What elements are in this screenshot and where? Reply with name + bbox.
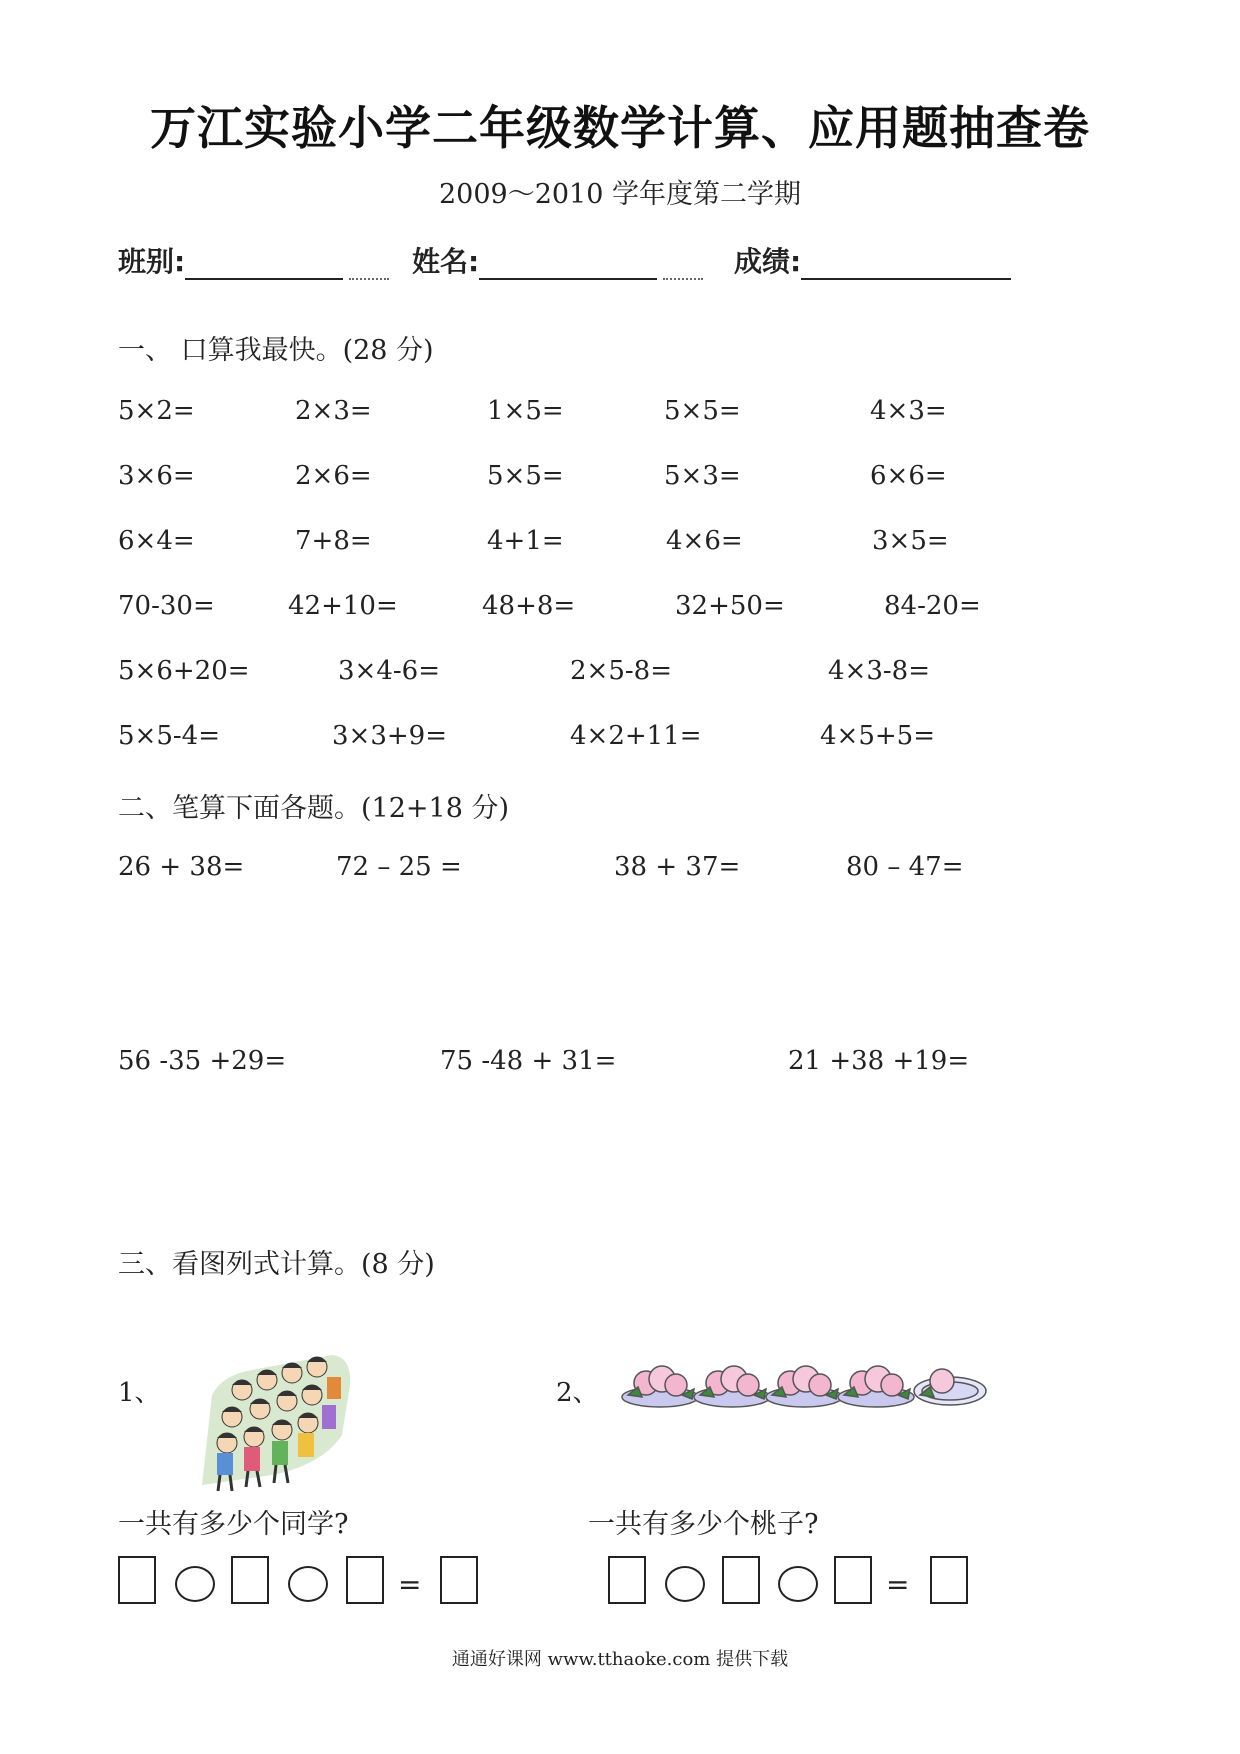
written-expr: 38 + 37= bbox=[614, 852, 741, 882]
operator-circle[interactable] bbox=[778, 1566, 818, 1602]
dotted-separator bbox=[663, 254, 703, 280]
written-expr: 56 -35 +29= bbox=[118, 1046, 287, 1076]
page-subtitle: 2009～2010 学年度第二学期 bbox=[438, 179, 801, 210]
peach-plate bbox=[622, 1366, 698, 1407]
oral-expr: 5×3= bbox=[664, 461, 741, 491]
oral-expr: 1×5= bbox=[487, 396, 564, 426]
score-blank[interactable] bbox=[801, 252, 1011, 280]
oral-expr: 32+50= bbox=[675, 591, 785, 621]
class-label: 班别: bbox=[118, 245, 186, 278]
oral-expr: 5×5-4= bbox=[118, 721, 220, 751]
page-title: 万江实验小学二年级数学计算、应用题抽查卷 bbox=[150, 101, 1090, 155]
oral-expr: 3×4-6= bbox=[338, 656, 440, 686]
oral-expr: 4×6= bbox=[666, 526, 743, 556]
section2-heading: 二、笔算下面各题。(12+18 分) bbox=[118, 793, 509, 824]
problem2-number: 2、 bbox=[556, 1378, 599, 1408]
oral-expr: 3×5= bbox=[872, 526, 949, 556]
oral-expr: 4×5+5= bbox=[820, 721, 935, 751]
oral-expr: 70-30= bbox=[118, 591, 215, 621]
written-expr: 72 – 25 = bbox=[336, 852, 462, 882]
oral-expr: 6×6= bbox=[870, 461, 947, 491]
oral-expr: 2×3= bbox=[295, 396, 372, 426]
operator-circle[interactable] bbox=[175, 1566, 215, 1602]
oral-expr: 4×3= bbox=[870, 396, 947, 426]
score-label: 成绩: bbox=[734, 245, 802, 278]
peaches-image bbox=[620, 1355, 990, 1415]
oral-expr: 3×6= bbox=[118, 461, 195, 491]
written-expr: 21 +38 +19= bbox=[788, 1046, 970, 1076]
equals-sign: = bbox=[886, 1568, 910, 1601]
oral-expr: 6×4= bbox=[118, 526, 195, 556]
dotted-separator bbox=[349, 254, 389, 280]
section1-heading: 一、 口算我最快。(28 分) bbox=[118, 335, 434, 366]
operator-circle[interactable] bbox=[665, 1566, 705, 1602]
oral-expr: 5×5= bbox=[487, 461, 564, 491]
oral-expr: 4×3-8= bbox=[828, 656, 930, 686]
answer-box[interactable] bbox=[440, 1556, 478, 1604]
answer-box[interactable] bbox=[930, 1556, 968, 1604]
oral-expr: 4+1= bbox=[487, 526, 564, 556]
oral-expr: 42+10= bbox=[288, 591, 398, 621]
answer-box[interactable] bbox=[608, 1556, 646, 1604]
oral-expr: 7+8= bbox=[295, 526, 372, 556]
operator-circle[interactable] bbox=[288, 1566, 328, 1602]
answer-box[interactable] bbox=[346, 1556, 384, 1604]
oral-expr: 2×5-8= bbox=[570, 656, 672, 686]
oral-expr: 84-20= bbox=[884, 591, 981, 621]
answer-box[interactable] bbox=[834, 1556, 872, 1604]
equals-sign: = bbox=[398, 1568, 422, 1601]
written-expr: 80 – 47= bbox=[846, 852, 964, 882]
problem1-question: 一共有多少个同学? bbox=[118, 1509, 349, 1540]
score-field bbox=[734, 240, 1011, 280]
written-expr: 75 -48 + 31= bbox=[440, 1046, 617, 1076]
problem1-number: 1、 bbox=[118, 1378, 161, 1408]
answer-box[interactable] bbox=[118, 1556, 156, 1604]
class-field bbox=[118, 240, 395, 280]
answer-box[interactable] bbox=[231, 1556, 269, 1604]
oral-expr: 3×3+9= bbox=[332, 721, 447, 751]
answer-box[interactable] bbox=[722, 1556, 760, 1604]
oral-expr: 2×6= bbox=[295, 461, 372, 491]
section3-heading: 三、看图列式计算。(8 分) bbox=[118, 1249, 435, 1280]
oral-expr: 4×2+11= bbox=[570, 721, 702, 751]
name-label: 姓名: bbox=[412, 245, 480, 278]
oral-expr: 48+8= bbox=[482, 591, 576, 621]
oral-expr: 5×5= bbox=[664, 396, 741, 426]
footer-text: 通通好课网 www.tthaoke.com 提供下载 bbox=[451, 1649, 789, 1670]
problem2-question: 一共有多少个桃子? bbox=[588, 1509, 819, 1540]
oral-expr: 5×6+20= bbox=[118, 656, 250, 686]
name-blank[interactable] bbox=[479, 252, 657, 280]
written-expr: 26 + 38= bbox=[118, 852, 245, 882]
students-image bbox=[182, 1345, 362, 1495]
class-blank[interactable] bbox=[185, 252, 343, 280]
oral-expr: 5×2= bbox=[118, 396, 195, 426]
name-field bbox=[412, 240, 709, 280]
